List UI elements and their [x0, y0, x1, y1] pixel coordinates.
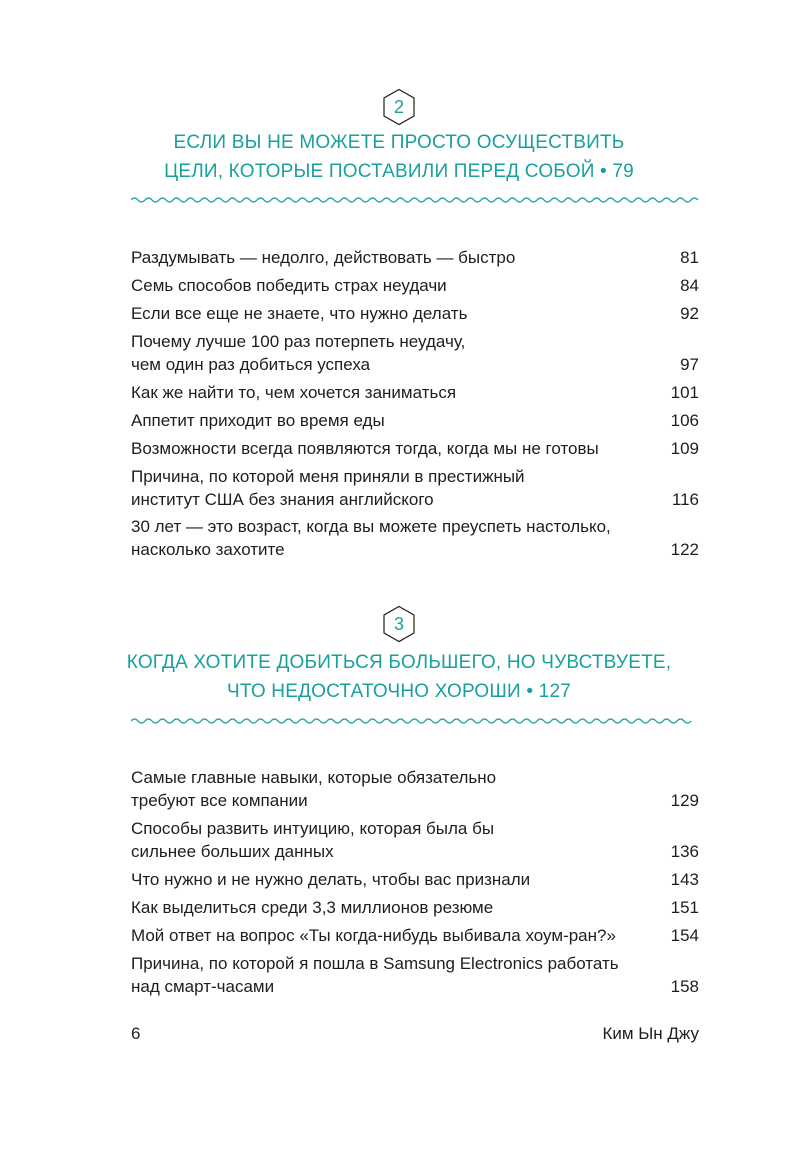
- toc-entry[interactable]: [131, 952, 699, 998]
- toc-entry-title: Причина, по которой меня приняли в престижный: [131, 467, 525, 486]
- chapter-2-hexagon-badge: [382, 88, 416, 126]
- toc-entry-page: 101: [670, 383, 699, 402]
- toc-entry-page: 136: [670, 842, 699, 861]
- toc-entry-title: Возможности всегда появляются тогда, когда мы не готовы: [131, 439, 599, 458]
- chapter-3-title-line: КОГДА ХОТИТЕ ДОБИТЬСЯ БОЛЬШЕГО, НО ЧУВСТВУЕТЕ,: [126, 652, 672, 673]
- toc-entry[interactable]: [131, 302, 699, 325]
- wavy-divider: [131, 716, 699, 726]
- chapter-3-hexagon-badge: [382, 605, 416, 643]
- toc-entry-page: 81: [680, 248, 699, 267]
- toc-entry-page: 122: [670, 540, 699, 559]
- toc-entry-page: 151: [670, 898, 699, 917]
- toc-entry-page: 158: [670, 977, 699, 996]
- toc-entry-page: 106: [670, 411, 699, 430]
- chapter-2-number: 2: [393, 97, 404, 117]
- toc-entry-title: Аппетит приходит во время еды: [131, 411, 385, 430]
- toc-entry-title: Способы развить интуицию, которая была бы: [131, 819, 495, 838]
- toc-entry-title: Если все еще не знаете, что нужно делать: [131, 304, 468, 323]
- toc-entry-page: 143: [670, 870, 699, 889]
- toc-entry-title: сильнее больших данных: [131, 842, 334, 861]
- toc-entry-title: чем один раз добиться успеха: [131, 355, 371, 374]
- toc-entry-title: насколько захотите: [131, 540, 285, 559]
- running-footer-author: Ким Ын Джу: [602, 1024, 699, 1043]
- toc-entry[interactable]: [131, 246, 699, 269]
- chapter-3-number: 3: [393, 614, 404, 634]
- toc-entry[interactable]: [131, 515, 699, 561]
- toc-entry-title: Мой ответ на вопрос «Ты когда-нибудь выбивала хоум-ран?»: [131, 926, 616, 945]
- toc-entry[interactable]: [131, 924, 699, 947]
- toc-entry[interactable]: [131, 896, 699, 919]
- toc-entry[interactable]: [131, 330, 699, 376]
- toc-entry-title: Самые главные навыки, которые обязательно: [131, 768, 497, 787]
- toc-entry-title: Семь способов победить страх неудачи: [131, 276, 447, 295]
- toc-entry[interactable]: [131, 465, 699, 511]
- chapter-2-title-line: ЦЕЛИ, КОТОРЫЕ ПОСТАВИЛИ ПЕРЕД СОБОЙ • 79: [164, 161, 634, 182]
- toc-entry-title: Как же найти то, чем хочется заниматься: [131, 383, 457, 402]
- toc-entry-page: 129: [670, 791, 699, 810]
- toc-entry-title: Причина, по которой я пошла в Samsung Electronics работать: [131, 954, 619, 973]
- toc-entry-page: 97: [680, 355, 699, 374]
- toc-entry[interactable]: [131, 766, 699, 812]
- chapter-2-title-line: ЕСЛИ ВЫ НЕ МОЖЕТЕ ПРОСТО ОСУЩЕСТВИТЬ: [173, 132, 625, 153]
- toc-entry-page: 116: [671, 490, 699, 509]
- toc-entry-title: 30 лет — это возраст, когда вы можете преуспеть настолько,: [131, 517, 611, 536]
- toc-entry[interactable]: [131, 381, 699, 404]
- toc-entry-page: 154: [670, 926, 699, 945]
- toc-entry-title: Как выделиться среди 3,3 миллионов резюме: [131, 898, 494, 917]
- wavy-divider: [131, 195, 699, 205]
- toc-entry-title: Почему лучше 100 раз потерпеть неудачу,: [131, 332, 466, 351]
- toc-entry[interactable]: [131, 868, 699, 891]
- toc-entry[interactable]: [131, 409, 699, 432]
- toc-entry-page: 92: [680, 304, 699, 323]
- toc-entry[interactable]: [131, 817, 699, 863]
- toc-entry-title: институт США без знания английского: [131, 490, 434, 509]
- toc-entry[interactable]: [131, 274, 699, 297]
- toc-entry-title: над смарт-часами: [131, 977, 275, 996]
- toc-entry-title: Что нужно и не нужно делать, чтобы вас признали: [131, 870, 531, 889]
- toc-entry-page: 109: [670, 439, 699, 458]
- toc-entry-title: требуют все компании: [131, 791, 308, 810]
- chapter-3-title: [0, 648, 798, 706]
- toc-entry-page: 84: [680, 276, 699, 295]
- page-number: 6: [131, 1024, 141, 1043]
- toc-entry-title: Раздумывать — недолго, действовать — быстро: [131, 248, 516, 267]
- chapter-3-title-line: ЧТО НЕДОСТАТОЧНО ХОРОШИ • 127: [227, 681, 571, 702]
- toc-entry[interactable]: [131, 437, 699, 460]
- chapter-2-title: [0, 128, 798, 186]
